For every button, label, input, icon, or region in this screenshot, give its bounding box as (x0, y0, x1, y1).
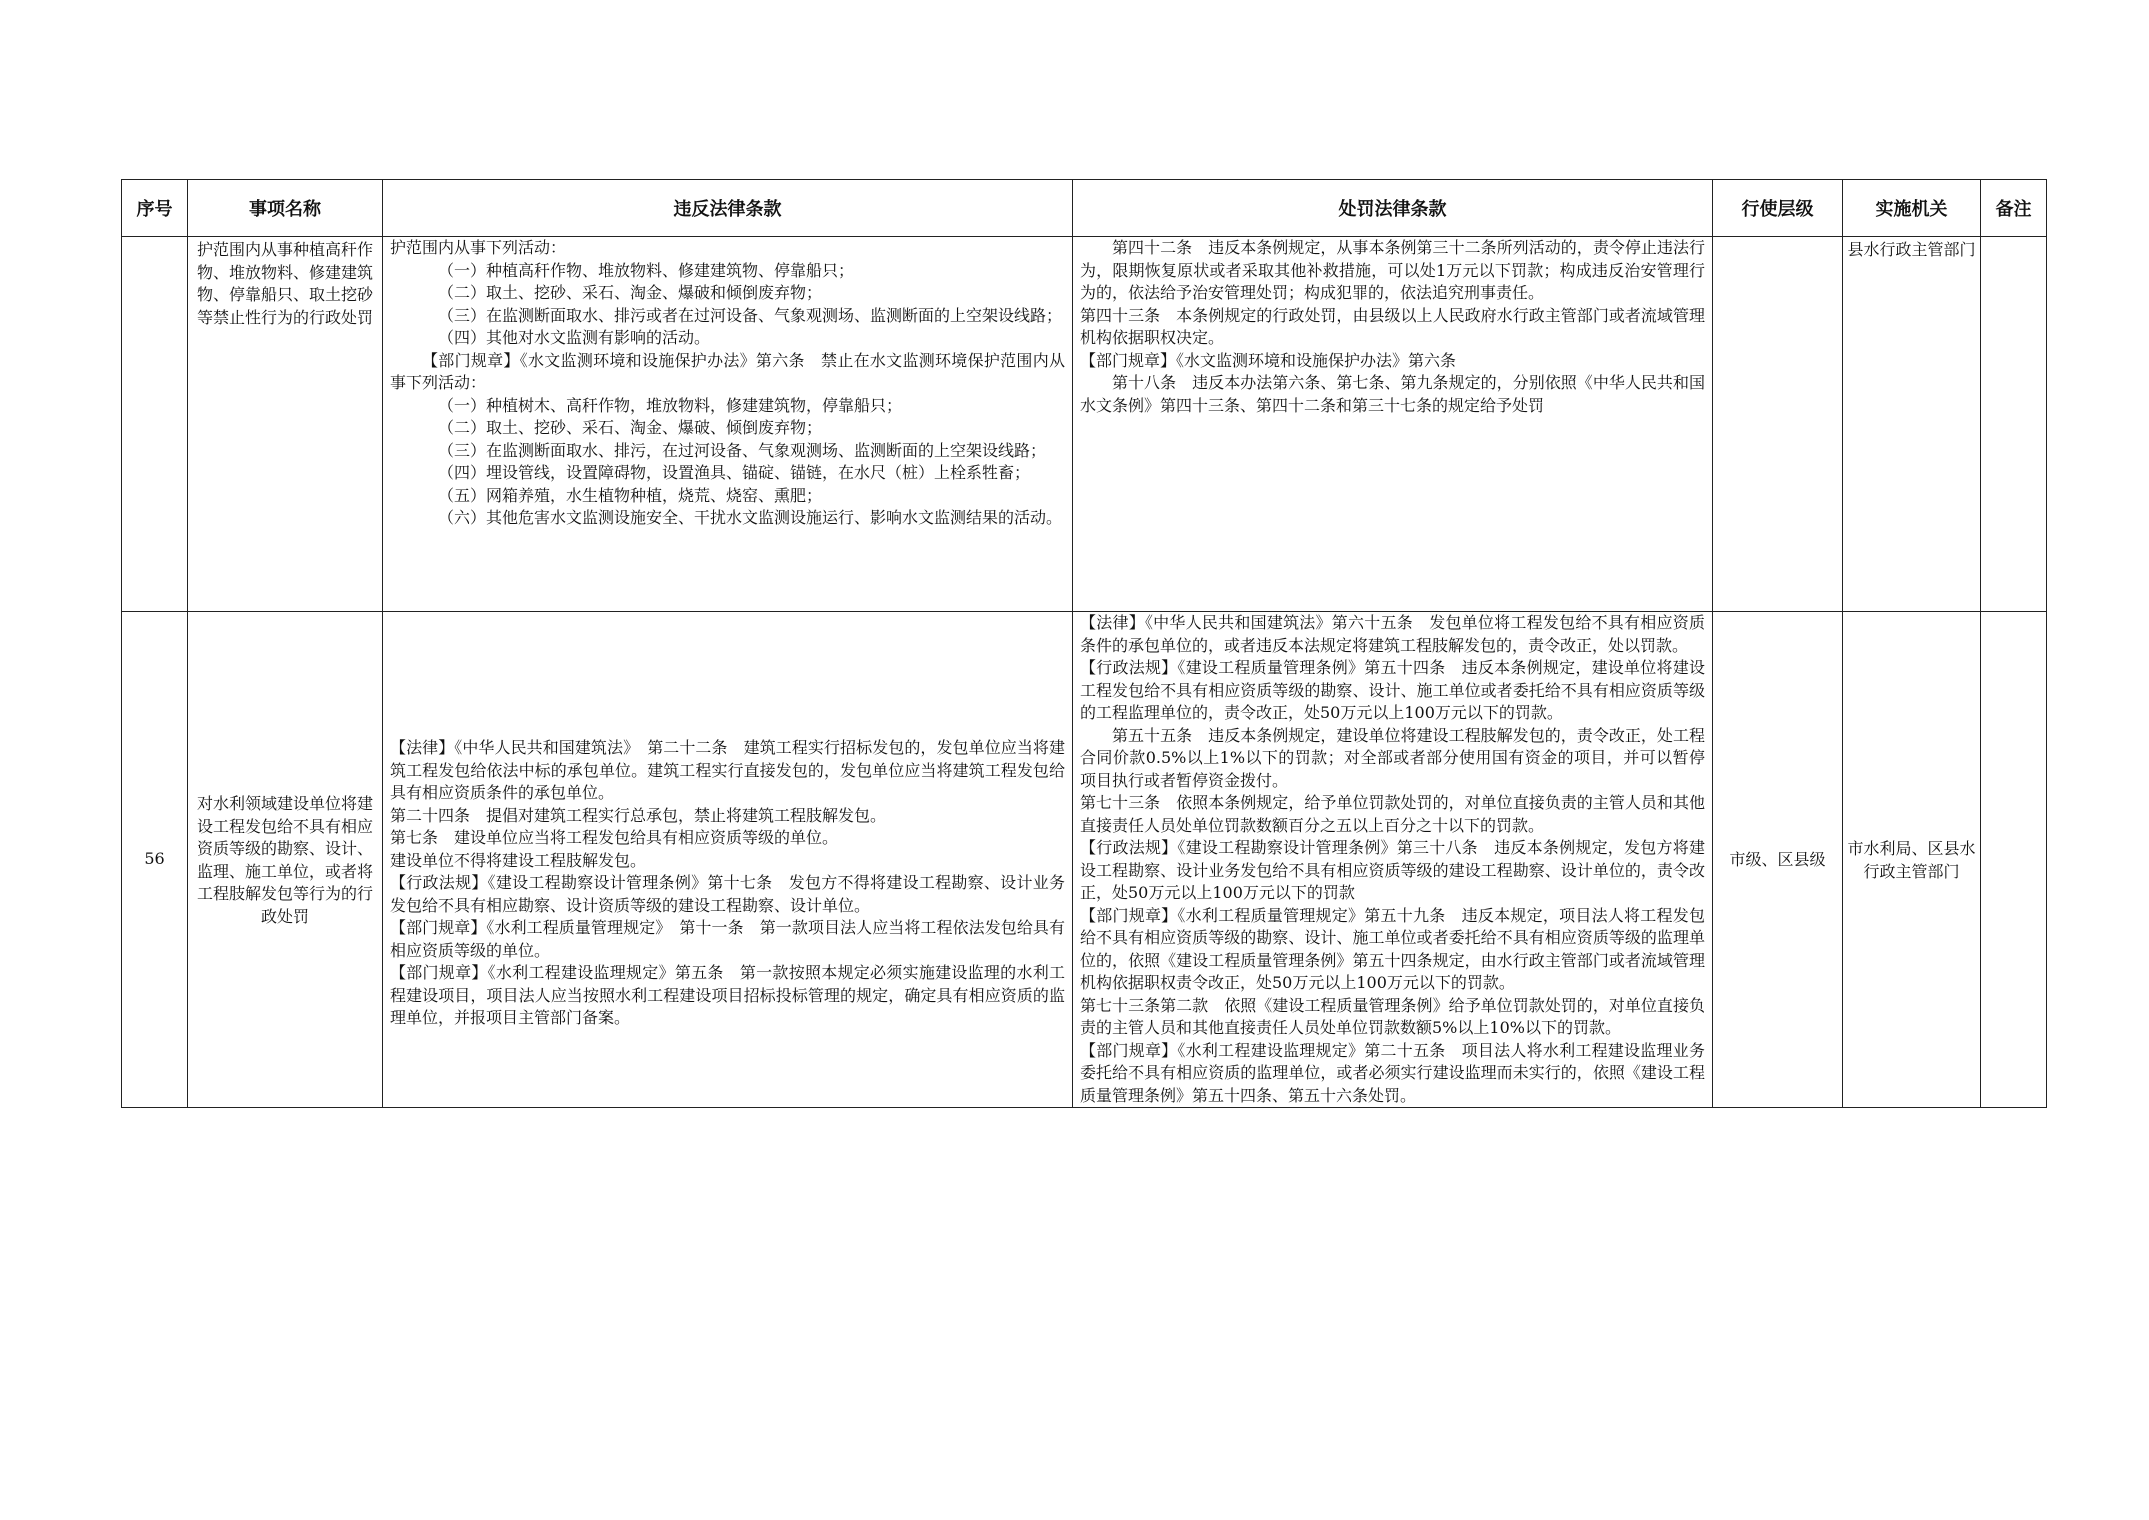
exercise-level: 市级、区县级 (1713, 612, 1843, 1108)
header-item-name: 事项名称 (188, 180, 383, 237)
penalty-paragraph: 第四十二条 违反本条例规定，从事本条例第三十二条所列活动的，责令停止违法行为，限期恢复原状或者采取其他补救措施，可以处1万元以下罚款；构成违反治安管理行为的，依法给予治安管理处罚；构成犯罪的，依法追究刑事责任。 (1080, 238, 1705, 302)
penalty-paragraph: 【行政法规】《建设工程勘察设计管理条例》第三十八条 违反本条例规定，发包方将建设工程勘察、设计业务发包给不具有相应资质等级的建设工程勘察、设计单位的，责令改正，处50万元以上100万元以下的罚款 (1080, 838, 1705, 902)
penalty-paragraph: 【部门规章】《水文监测环境和设施保护办法》第六条 (1080, 350, 1457, 370)
violation-paragraph: 【行政法规】《建设工程勘察设计管理条例》第十七条 发包方不得将建设工程勘察、设计业务发包给不具有相应勘察、设计资质等级的建设工程勘察、设计单位。 (390, 873, 1065, 915)
penalty-paragraph: 【部门规章】《水利工程建设监理规定》第二十五条 项目法人将水利工程建设监理业务委托给不具有相应资质的监理单位，或者必须实行建设监理而未实行的，依照《建设工程质量管理条例》第五十四条、第五十六条处罚。 (1080, 1040, 1705, 1105)
table-header-row (122, 180, 2047, 237)
penalty-paragraph: 第七十三条 依照本条例规定，给予单位罚款处罚的，对单位直接负责的主管人员和其他直接责任人员处单位罚款数额百分之五以上百分之十以下的罚款。 (1080, 793, 1705, 835)
violation-paragraph: 【部门规章】《水利工程建设监理规定》第五条 第一款按照本规定必须实施建设监理的水利工程建设项目，项目法人应当按照水利工程建设项目招标投标管理的规定，确定具有相应资质的监理单位，并报项目主管部门备案。 (390, 963, 1065, 1027)
violation-paragraph: 第二十四条 提倡对建筑工程实行总承包，禁止将建筑工程肢解发包。 (390, 805, 887, 825)
violation-paragraph: 【部门规章】《水文监测环境和设施保护办法》第六条 禁止在水文监测环境保护范围内从事下列活动： (390, 350, 1065, 392)
penalty-provisions (1073, 612, 1713, 1108)
item-name: 对水利领域建设单位将建设工程发包给不具有相应资质等级的勘察、设计、监理、施工单位，或者将工程肢解发包等行为的行政处罚 (188, 612, 383, 1108)
table-row (122, 612, 2047, 1108)
penalty-paragraph: 第七十三条第二款 依照《建设工程质量管理条例》给予单位罚款处罚的，对单位直接负责的主管人员和其他直接责任人员处单位罚款数额5%以上10%以下的罚款。 (1080, 995, 1705, 1037)
violation-paragraph: （四）其他对水文监测有影响的活动。 (438, 328, 711, 347)
violation-paragraph: （三）在监测断面取水、排污或者在过河设备、气象观测场、监测断面的上空架设线路； (438, 305, 1063, 325)
violation-paragraph: 【部门规章】《水利工程质量管理规定》 第十一条 第一款项目法人应当将工程依法发包给具有相应资质等级的单位。 (390, 918, 1065, 960)
violation-paragraph: （六）其他危害水文监测设施安全、干扰水文监测设施运行、影响水文监测结果的活动。 (438, 508, 1063, 527)
penalty-paragraph: 【部门规章】《水利工程质量管理规定》第五十九条 违反本规定，项目法人将工程发包给不具有相应资质等级的勘察、设计、施工单位或者委托给不具有相应资质等级的监理单位的，依照《建设工程质量管理条例》第五十四条规定，由水行政主管部门或者流域管理机构依据职权责令改正，处50万元以上100万元以下的罚款。 (1080, 905, 1705, 992)
penalty-paragraph: 【法律】《中华人民共和国建筑法》第六十五条 发包单位将工程发包给不具有相应资质条件的承包单位的，或者违反本法规定将建筑工程肢解发包的，责令改正，处以罚款。 (1080, 613, 1705, 655)
violation-paragraph: 建设单位不得将建设工程肢解发包。 (390, 850, 647, 870)
violation-paragraph: 【法律】《中华人民共和国建筑法》 第二十二条 建筑工程实行招标发包的，发包单位应当将建筑工程发包给依法中标的承包单位。建筑工程实行直接发包的，发包单位应当将建筑工程发包给具有相应资质条件的承包单位。 (390, 738, 1065, 802)
violation-paragraph: 护范围内从事下列活动： (390, 238, 567, 257)
row-number: 56 (122, 612, 188, 1108)
penalty-paragraph: 【行政法规】《建设工程质量管理条例》第五十四条 违反本条例规定，建设单位将建设工程发包给不具有相应资质等级的勘察、设计、施工单位或者委托给不具有相应资质等级的工程监理单位的，责令改正，处50万元以上100万元以下的罚款。 (1080, 658, 1705, 722)
violation-paragraph: （五）网箱养殖，水生植物种植，烧荒、烧窑、熏肥； (438, 485, 823, 505)
violation-paragraph: （二）取土、挖砂、采石、淘金、爆破、倾倒废弃物； (438, 418, 823, 437)
violation-paragraph: （二）取土、挖砂、采石、淘金、爆破和倾倒废弃物； (438, 283, 823, 302)
violation-paragraph: （三）在监测断面取水、排污，在过河设备、气象观测场、监测断面的上空架设线路； (438, 440, 1047, 460)
penalty-provisions (1073, 237, 1713, 612)
remarks (1981, 237, 2047, 612)
item-name: 护范围内从事种植高秆作物、堆放物料、修建建筑物、停靠船只、取土挖砂等禁止性行为的行政处罚 (188, 237, 383, 612)
violation-paragraph: （一）种植树木、高秆作物，堆放物料，修建建筑物，停靠船只； (438, 395, 903, 415)
violation-paragraph: （四）埋设管线，设置障碍物，设置渔具、锚碇、锚链，在水尺（桩）上栓系牲畜； (438, 463, 1031, 482)
header-exercise-level: 行使层级 (1713, 180, 1843, 237)
row-number (122, 237, 188, 612)
penalty-paragraph: 第十八条 违反本办法第六条、第七条、第九条规定的，分别依照《中华人民共和国水文条例》第四十三条、第四十二条和第三十七条的规定给予处罚 (1080, 373, 1705, 415)
violation-provisions (383, 237, 1073, 612)
remarks (1981, 612, 2047, 1108)
implementing-agency: 县水行政主管部门 (1843, 237, 1981, 612)
header-violated-provisions: 违反法律条款 (383, 180, 1073, 237)
header-no: 序号 (122, 180, 188, 237)
header-penalty-provisions: 处罚法律条款 (1073, 180, 1713, 237)
violation-paragraph: （一）种植高秆作物、堆放物料、修建建筑物、停靠船只； (438, 260, 855, 280)
table-row (122, 237, 2047, 612)
header-remarks: 备注 (1981, 180, 2047, 237)
violation-provisions (383, 612, 1073, 1108)
penalty-paragraph: 第四十三条 本条例规定的行政处罚，由县级以上人民政府水行政主管部门或者流域管理机构依据职权决定。 (1080, 305, 1705, 347)
enforcement-items-table (121, 179, 2047, 1108)
implementing-agency: 市水利局、区县水行政主管部门 (1843, 612, 1981, 1108)
violation-paragraph: 第七条 建设单位应当将工程发包给具有相应资质等级的单位。 (390, 828, 839, 847)
penalty-paragraph: 第五十五条 违反本条例规定，建设单位将建设工程肢解发包的，责令改正，处工程合同价款0.5%以上1%以下的罚款；对全部或者部分使用国有资金的项目，并可以暂停项目执行或者暂停资金拨付。 (1080, 725, 1705, 790)
exercise-level (1713, 237, 1843, 612)
header-implementing-agency: 实施机关 (1843, 180, 1981, 237)
